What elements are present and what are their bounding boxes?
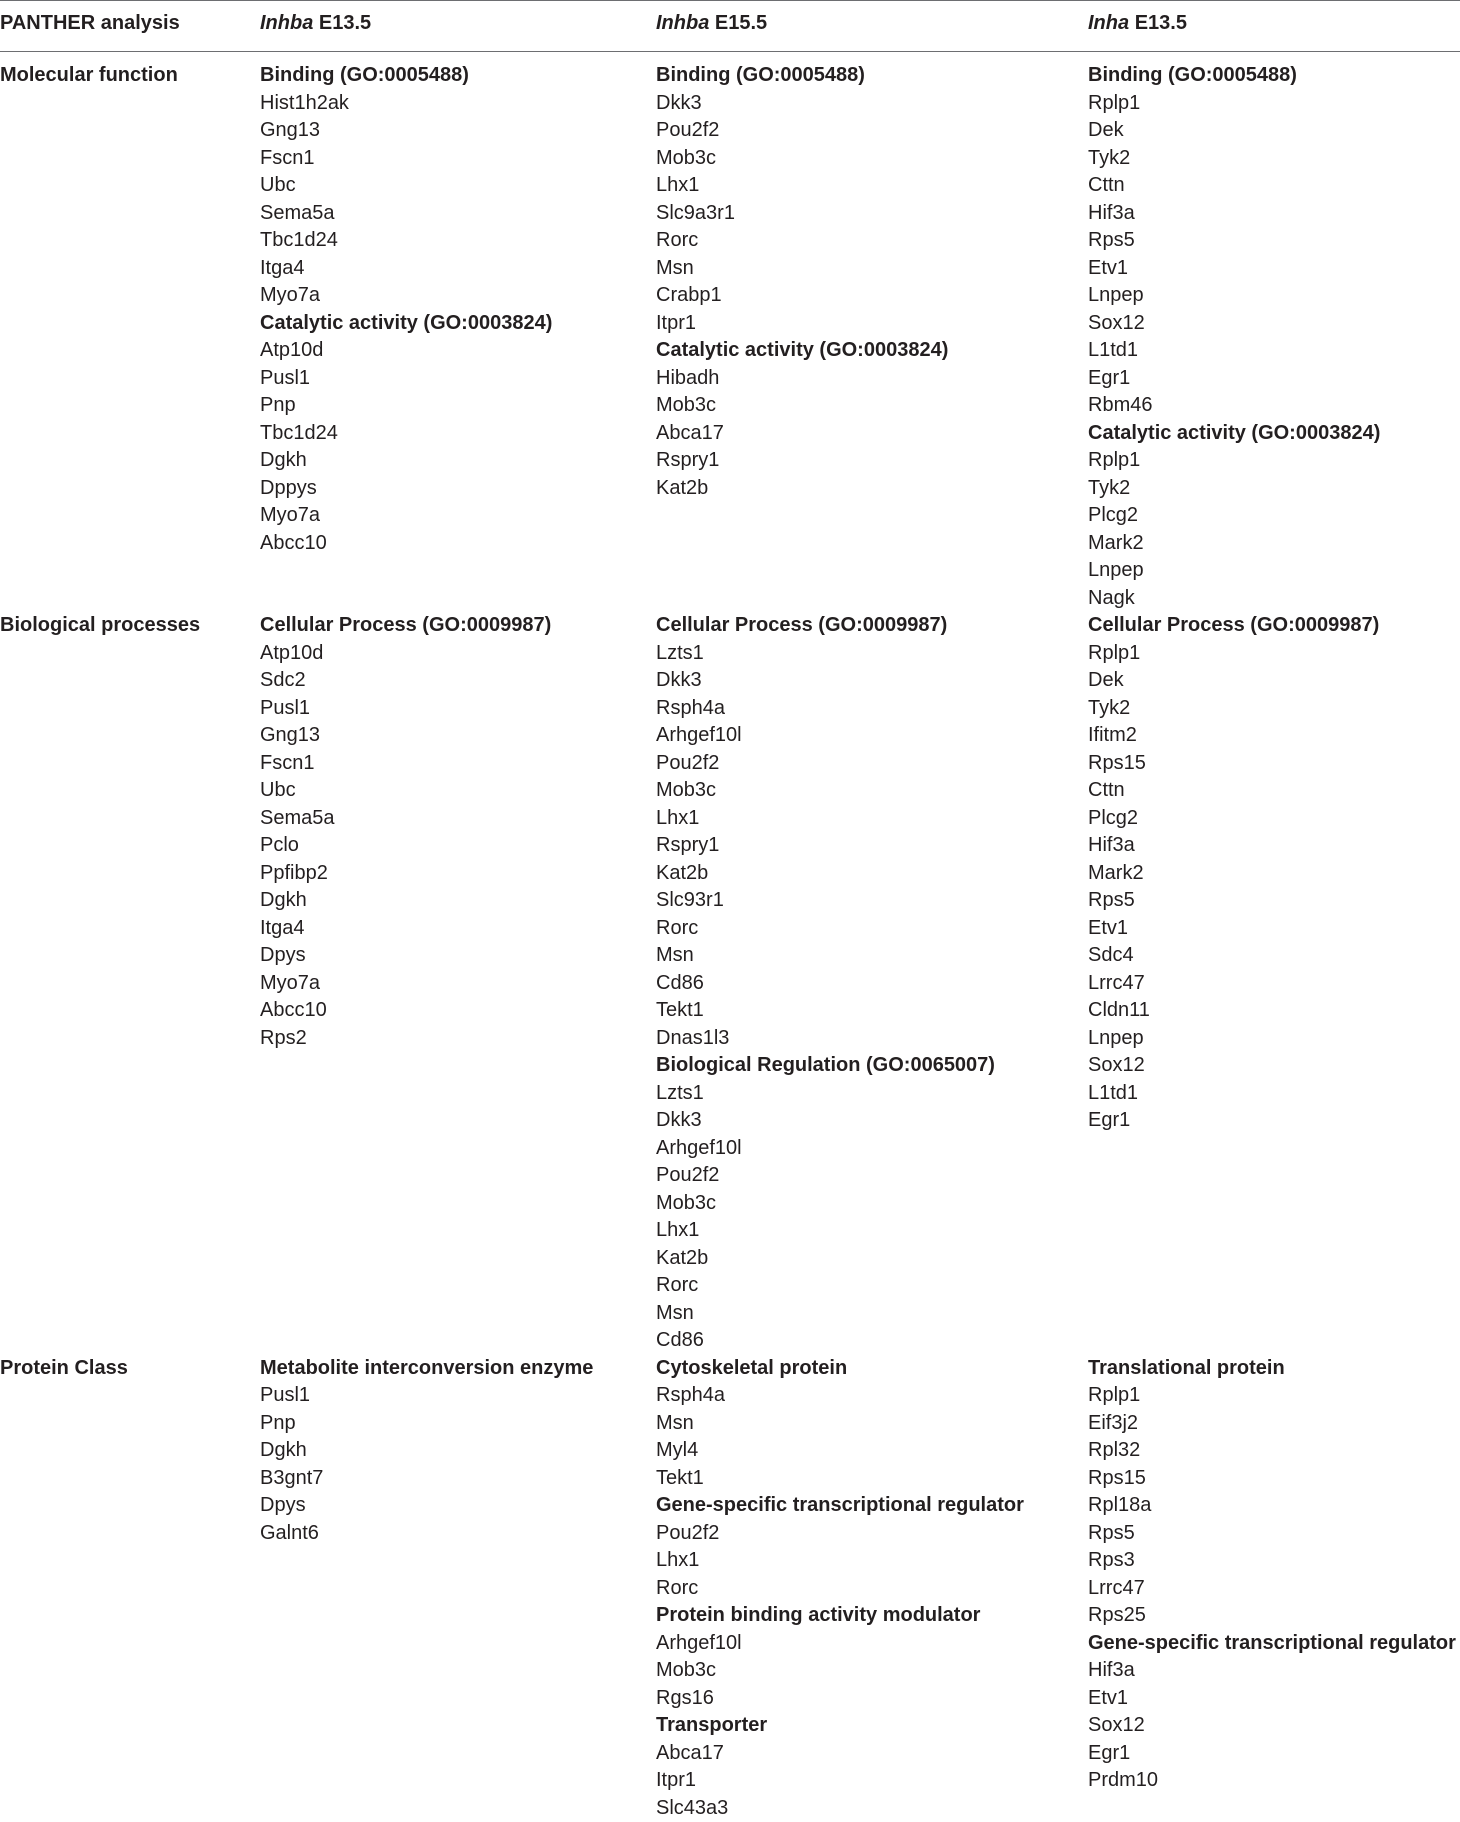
gene-name: Mob3c xyxy=(656,777,995,805)
gene-name: Hif3a xyxy=(1088,200,1380,228)
gene-name: Msn xyxy=(656,942,995,970)
category-heading: Catalytic activity (GO:0003824) xyxy=(260,310,552,338)
gene-name: Arhgef10l xyxy=(656,1630,1024,1658)
table-cell xyxy=(260,612,551,1052)
gene-name: Pnp xyxy=(260,1410,593,1438)
gene-name: Lhx1 xyxy=(656,805,995,833)
gene-name: Lhx1 xyxy=(656,1217,995,1245)
gene-name: Abca17 xyxy=(656,420,948,448)
gene-name: Galnt6 xyxy=(260,1520,593,1548)
category-heading: Binding (GO:0005488) xyxy=(260,62,552,90)
category-heading: Binding (GO:0005488) xyxy=(1088,62,1380,90)
gene-name: Tekt1 xyxy=(656,997,995,1025)
gene-name: Atp10d xyxy=(260,337,552,365)
gene-name: Msn xyxy=(656,1410,1024,1438)
gene-name: Kat2b xyxy=(656,475,948,503)
gene-name: Rplp1 xyxy=(1088,447,1380,475)
category-heading: Metabolite interconversion enzyme xyxy=(260,1355,593,1383)
gene-name: Rps5 xyxy=(1088,227,1380,255)
category-heading: Catalytic activity (GO:0003824) xyxy=(1088,420,1380,448)
table-cell xyxy=(260,62,552,557)
gene-name: Hif3a xyxy=(1088,832,1379,860)
gene-name: Cttn xyxy=(1088,777,1379,805)
gene-name: Pou2f2 xyxy=(656,750,995,778)
gene-name: Slc9a3r1 xyxy=(656,200,948,228)
gene-name: Itpr1 xyxy=(656,1767,1024,1795)
gene-name: Sema5a xyxy=(260,200,552,228)
gene-name: Pusl1 xyxy=(260,695,551,723)
table-cell xyxy=(1088,62,1380,612)
gene-name: Pusl1 xyxy=(260,1382,593,1410)
gene-name: L1td1 xyxy=(1088,337,1380,365)
gene-name: Etv1 xyxy=(1088,1685,1456,1713)
gene-name: Lnpep xyxy=(1088,1025,1379,1053)
gene-name: Itga4 xyxy=(260,915,551,943)
gene-name: Rplp1 xyxy=(1088,1382,1456,1410)
header-inhba-e15 xyxy=(656,10,767,38)
gene-name: Sox12 xyxy=(1088,310,1380,338)
gene-name: Mark2 xyxy=(1088,860,1379,888)
gene-name: Dek xyxy=(1088,667,1379,695)
table-cell xyxy=(656,62,948,502)
header-col0-label: PANTHER analysis xyxy=(0,12,180,34)
gene-name: Eif3j2 xyxy=(1088,1410,1456,1438)
table-cell xyxy=(656,1355,1024,1822)
gene-name: Lhx1 xyxy=(656,1547,1024,1575)
gene-name: Egr1 xyxy=(1088,365,1380,393)
gene-name: Rgs16 xyxy=(656,1685,1024,1713)
gene-name: Lnpep xyxy=(1088,557,1380,585)
gene-name: Rps25 xyxy=(1088,1602,1456,1630)
gene-name: Rsph4a xyxy=(656,695,995,723)
header-col3-stage: E13.5 xyxy=(1135,12,1187,34)
gene-name: Cd86 xyxy=(656,970,995,998)
category-heading: Cellular Process (GO:0009987) xyxy=(260,612,551,640)
gene-name: Mob3c xyxy=(656,1657,1024,1685)
category-heading: Catalytic activity (GO:0003824) xyxy=(656,337,948,365)
gene-name: Rps5 xyxy=(1088,1520,1456,1548)
gene-name: Rplp1 xyxy=(1088,640,1379,668)
gene-name: Hif3a xyxy=(1088,1657,1456,1685)
gene-name: Sdc2 xyxy=(260,667,551,695)
gene-name: Dkk3 xyxy=(656,1107,995,1135)
table-cell xyxy=(656,612,995,1355)
gene-name: Cldn11 xyxy=(1088,997,1379,1025)
gene-name: Lhx1 xyxy=(656,172,948,200)
gene-name: Kat2b xyxy=(656,860,995,888)
gene-name: Itga4 xyxy=(260,255,552,283)
gene-name: Rpl18a xyxy=(1088,1492,1456,1520)
gene-name: Mob3c xyxy=(656,392,948,420)
gene-name: Lzts1 xyxy=(656,1080,995,1108)
gene-name: Rplp1 xyxy=(1088,90,1380,118)
gene-name: Pusl1 xyxy=(260,365,552,393)
gene-name: Fscn1 xyxy=(260,750,551,778)
gene-name: Rps15 xyxy=(1088,750,1379,778)
category-heading: Gene-specific transcriptional regulator xyxy=(656,1492,1024,1520)
gene-name: Crabp1 xyxy=(656,282,948,310)
gene-name: Dkk3 xyxy=(656,667,995,695)
gene-name: Dgkh xyxy=(260,887,551,915)
gene-name: Dkk3 xyxy=(656,90,948,118)
gene-name: Rps5 xyxy=(1088,887,1379,915)
gene-name: Myo7a xyxy=(260,282,552,310)
gene-name: Myo7a xyxy=(260,502,552,530)
gene-name: Rspry1 xyxy=(656,447,948,475)
gene-name: Plcg2 xyxy=(1088,805,1379,833)
header-rule xyxy=(0,51,1460,52)
category-heading: Translational protein xyxy=(1088,1355,1456,1383)
gene-name: Nagk xyxy=(1088,585,1380,613)
gene-name: Rbm46 xyxy=(1088,392,1380,420)
gene-name: Abca17 xyxy=(656,1740,1024,1768)
gene-name: Rorc xyxy=(656,1272,995,1300)
header-col2-stage: E15.5 xyxy=(715,12,767,34)
gene-name: Lrrc47 xyxy=(1088,1575,1456,1603)
gene-name: Gng13 xyxy=(260,722,551,750)
gene-name: Tyk2 xyxy=(1088,695,1379,723)
category-heading: Gene-specific transcriptional regulator xyxy=(1088,1630,1456,1658)
gene-name: Sema5a xyxy=(260,805,551,833)
gene-name: Tyk2 xyxy=(1088,145,1380,173)
header-col1-stage: E13.5 xyxy=(319,12,371,34)
gene-name: Ubc xyxy=(260,777,551,805)
gene-name: Msn xyxy=(656,1300,995,1328)
gene-name: Sox12 xyxy=(1088,1052,1379,1080)
row-label: Protein Class xyxy=(0,1355,128,1383)
gene-name: Etv1 xyxy=(1088,255,1380,283)
header-panther-analysis xyxy=(0,10,180,38)
gene-name: Sox12 xyxy=(1088,1712,1456,1740)
gene-name: Myl4 xyxy=(656,1437,1024,1465)
gene-name: B3gnt7 xyxy=(260,1465,593,1493)
gene-name: Rps3 xyxy=(1088,1547,1456,1575)
table-cell xyxy=(1088,612,1379,1135)
gene-name: Lnpep xyxy=(1088,282,1380,310)
header-inha-e13 xyxy=(1088,10,1187,38)
table-top-rule xyxy=(0,0,1460,1)
gene-name: Atp10d xyxy=(260,640,551,668)
gene-name: Rps15 xyxy=(1088,1465,1456,1493)
gene-name: Slc93r1 xyxy=(656,887,995,915)
gene-name: Pou2f2 xyxy=(656,1162,995,1190)
gene-name: Rorc xyxy=(656,1575,1024,1603)
gene-name: Abcc10 xyxy=(260,997,551,1025)
gene-name: Cttn xyxy=(1088,172,1380,200)
gene-name: Dek xyxy=(1088,117,1380,145)
gene-name: Rorc xyxy=(656,227,948,255)
header-inhba-e13 xyxy=(260,10,371,38)
gene-name: Kat2b xyxy=(656,1245,995,1273)
gene-name: Msn xyxy=(656,255,948,283)
category-heading: Cytoskeletal protein xyxy=(656,1355,1024,1383)
category-heading: Transporter xyxy=(656,1712,1024,1740)
gene-name: Dpys xyxy=(260,1492,593,1520)
gene-name: Egr1 xyxy=(1088,1107,1379,1135)
gene-name: Dnas1l3 xyxy=(656,1025,995,1053)
gene-name: Hist1h2ak xyxy=(260,90,552,118)
gene-name: Tyk2 xyxy=(1088,475,1380,503)
gene-name: Tbc1d24 xyxy=(260,420,552,448)
gene-name: Rsph4a xyxy=(656,1382,1024,1410)
gene-name: Slc43a3 xyxy=(656,1795,1024,1822)
gene-name: Fscn1 xyxy=(260,145,552,173)
header-col2-gene: Inhba xyxy=(656,12,709,34)
gene-name: Etv1 xyxy=(1088,915,1379,943)
category-heading: Binding (GO:0005488) xyxy=(656,62,948,90)
header-col3-gene: Inha xyxy=(1088,12,1129,34)
gene-name: Plcg2 xyxy=(1088,502,1380,530)
gene-name: Mob3c xyxy=(656,145,948,173)
gene-name: Rspry1 xyxy=(656,832,995,860)
gene-name: Pclo xyxy=(260,832,551,860)
gene-name: Tbc1d24 xyxy=(260,227,552,255)
gene-name: Abcc10 xyxy=(260,530,552,558)
header-col1-gene: Inhba xyxy=(260,12,313,34)
row-label: Biological processes xyxy=(0,612,200,640)
gene-name: Ifitm2 xyxy=(1088,722,1379,750)
category-heading: Cellular Process (GO:0009987) xyxy=(656,612,995,640)
gene-name: Dgkh xyxy=(260,1437,593,1465)
gene-name: Arhgef10l xyxy=(656,722,995,750)
gene-name: Sdc4 xyxy=(1088,942,1379,970)
gene-name: Ppfibp2 xyxy=(260,860,551,888)
gene-name: Cd86 xyxy=(656,1327,995,1355)
table-cell xyxy=(1088,1355,1456,1795)
gene-name: Rps2 xyxy=(260,1025,551,1053)
category-heading: Biological Regulation (GO:0065007) xyxy=(656,1052,995,1080)
gene-name: Pou2f2 xyxy=(656,117,948,145)
gene-name: Rpl32 xyxy=(1088,1437,1456,1465)
gene-name: Rorc xyxy=(656,915,995,943)
gene-name: Pou2f2 xyxy=(656,1520,1024,1548)
gene-name: Gng13 xyxy=(260,117,552,145)
gene-name: Tekt1 xyxy=(656,1465,1024,1493)
gene-name: Arhgef10l xyxy=(656,1135,995,1163)
gene-name: Dppys xyxy=(260,475,552,503)
gene-name: Prdm10 xyxy=(1088,1767,1456,1795)
gene-name: Itpr1 xyxy=(656,310,948,338)
gene-name: Lzts1 xyxy=(656,640,995,668)
gene-name: Mark2 xyxy=(1088,530,1380,558)
gene-name: Mob3c xyxy=(656,1190,995,1218)
gene-name: Hibadh xyxy=(656,365,948,393)
row-label: Molecular function xyxy=(0,62,178,90)
gene-name: Dpys xyxy=(260,942,551,970)
gene-name: Ubc xyxy=(260,172,552,200)
gene-name: Myo7a xyxy=(260,970,551,998)
category-heading: Cellular Process (GO:0009987) xyxy=(1088,612,1379,640)
gene-name: Dgkh xyxy=(260,447,552,475)
gene-name: Egr1 xyxy=(1088,1740,1456,1768)
gene-name: L1td1 xyxy=(1088,1080,1379,1108)
category-heading: Protein binding activity modulator xyxy=(656,1602,1024,1630)
table-cell xyxy=(260,1355,593,1548)
gene-name: Lrrc47 xyxy=(1088,970,1379,998)
gene-name: Pnp xyxy=(260,392,552,420)
